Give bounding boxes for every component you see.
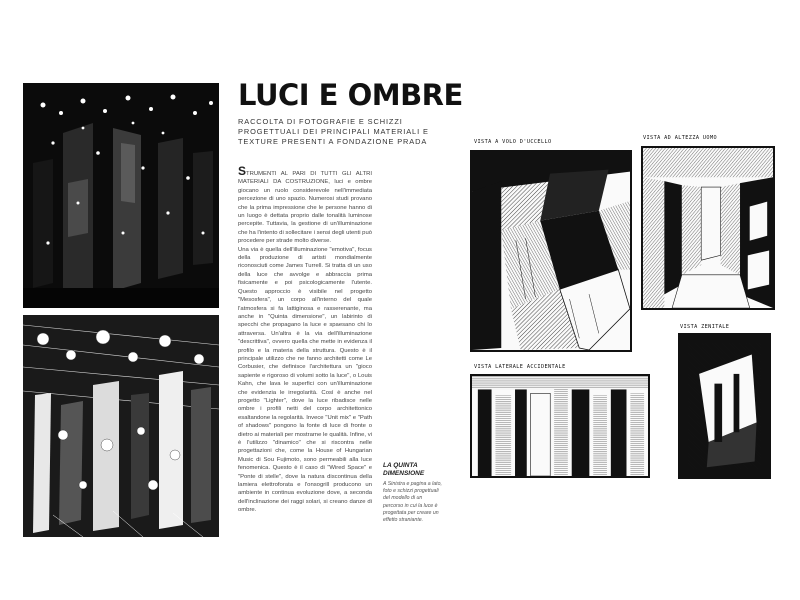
photo-dark-graphic — [23, 83, 219, 308]
sketch-label-altezza: VISTA AD ALTEZZA UOMO — [643, 135, 717, 141]
sketch-label-zenitale: VISTA ZENITALE — [680, 324, 730, 330]
dropcap-letter: S — [238, 164, 247, 178]
sketch-birds-eye-graphic — [472, 152, 630, 350]
caption-text: A Sinistra e pagina a lato, foto e schizzi progettuali del modello di un percorso in cui la luce è progettata per creare un effetto straniante. — [383, 481, 442, 524]
sketch-overhead-view — [678, 333, 771, 479]
sketch-birds-eye-view — [470, 150, 632, 352]
photo-light-graphic — [23, 315, 219, 537]
photo-mirror-labyrinth-dark — [23, 83, 219, 308]
photo-mirror-labyrinth-light — [23, 315, 219, 537]
body-paragraph-1-text: TRUMENTI AL PARI DI TUTTI GLI ALTRI MATERIALI DA COSTRUZIONE, luci e ombre giocano un ruolo considerevole nell'immediata percezione di uno spazio. Numerosi studi provano che la prima impressione che le persone hanno di un luogo è dettata proprio dalle tonalità luminose percepite. Tuttavia, la gestione di un'illuminazione che ha l'intento di sollecitare i sensi degli utenti può procedere per strade molto diverse. — [238, 171, 372, 245]
body-paragraph-1 — [238, 164, 372, 246]
article-title: LUCI E OMBRE — [238, 78, 463, 112]
article-body — [238, 164, 372, 515]
sketch-side-graphic — [472, 376, 648, 476]
sketch-overhead-graphic — [680, 335, 769, 477]
sketch-eye-level-view — [641, 146, 775, 310]
sketch-label-laterale: VISTA LATERALE ACCIDENTALE — [474, 364, 566, 370]
body-paragraph-2: Una via è quella dell'illuminazione "emotiva", focus della produzione di artisti mondialmente riconosciuti come James Turrell. Si tratta di un uso della luce che avvolge e abbraccia prima fisicamente e poi psicologicamente l'utente. Questo approccio è visibile nel progetto "Mesosfera", un corpo all'interno del quale l'atmosfera si fa lattiginosa e rasserenante, ma anche in "Quinta dimensione", un labirinto di specchi che propagano la luce e spaesano chi lo attraversa. Un'altra è la via dell'illuminazione "descrittiva", ovvero quella che mette in evidenza il profilo e la materia della struttura. Questo è il principale utilizzo che ne fanno architetti come Le Corbusier, che definisce l'architettura un "gioco sapiente e rigoroso di volumi sotto la luce", o Louis Kahn, che lava le superfici con un'illuminazione che evidenzia le irregolarità. Così è anche nel progetto "Lighter", dove la luce ribadisce nelle ombre i profili netti del corpo architettonico esaltandone la regolarità. Invece "Unit mix" e "Path of shadows" pongono la fonte di luce di fronte o dietro ai materiali per mostrarne le qualità. Infine, vi è l'utilizzo "dinamico" che si riscontra nelle progettazioni che, come la House of Hungarian Music di Sou Fujimoto, sono permeabili alla luce fenomenica. Questo è il caso di "Wired Space" e "Ponte di stelle", dove la natura discontinua della lamiera elettroforata e l'onsogrill producono un ambiente in continua evoluzione dove, a seconda dell'inclinazione dei raggi solari, si creano danze di ombre. — [238, 246, 372, 514]
photo-caption — [383, 462, 443, 524]
sketch-side-view — [470, 374, 650, 478]
sketch-eye-level-graphic — [643, 148, 773, 308]
caption-title: LA QUINTA DIMENSIONE — [383, 462, 425, 477]
article-subtitle: RACCOLTA DI FOTOGRAFIE E SCHIZZI PROGETTUALI DEI PRINCIPALI MATERIALI E TEXTURE PRESENTI A FONDAZIONE PRADA — [238, 117, 429, 146]
sketch-label-volo: VISTA A VOLO D'UCCELLO — [474, 139, 552, 145]
